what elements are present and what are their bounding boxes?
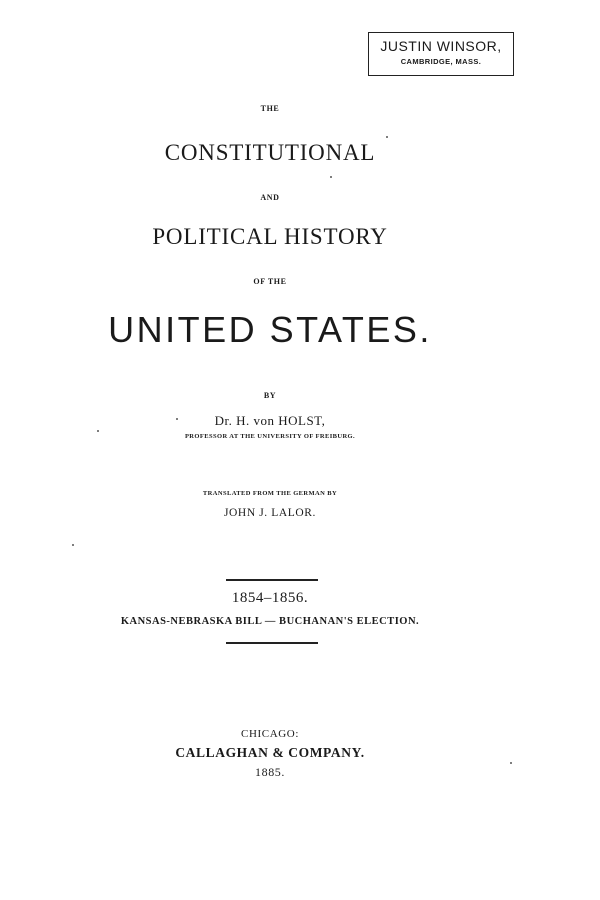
author-position: PROFESSOR AT THE UNIVERSITY OF FREIBURG.: [184, 433, 356, 440]
stamp-owner-place: CAMBRIDGE, MASS.: [400, 57, 482, 66]
scan-speck: [510, 762, 512, 764]
scan-speck: [97, 430, 99, 432]
title-conjunction: AND: [260, 193, 280, 202]
translator-name: JOHN J. LALOR.: [223, 507, 317, 519]
imprint-city: CHICAGO:: [241, 728, 299, 740]
scan-speck: [176, 418, 178, 420]
bookplate-stamp: [368, 32, 514, 76]
title-article: THE: [260, 104, 280, 113]
stamp-owner-name: JUSTIN WINSOR,: [380, 38, 502, 54]
author-name: Dr. H. von HOLST,: [214, 413, 326, 428]
title-line-political-history: POLITICAL HISTORY: [152, 224, 388, 249]
imprint-year: 1885.: [255, 765, 285, 779]
imprint-publisher: CALLAGHAN & COMPANY.: [175, 745, 365, 760]
scan-speck: [330, 176, 332, 178]
by-label: BY: [263, 391, 277, 400]
title-line-united-states: UNITED STATES.: [108, 309, 432, 350]
title-preposition: OF THE: [253, 277, 287, 286]
scan-speck: [72, 544, 74, 546]
title-line-constitutional: CONSTITUTIONAL: [164, 140, 376, 165]
volume-subject: KANSAS-NEBRASKA BILL — BUCHANAN'S ELECTION.: [120, 616, 420, 627]
volume-years: 1854–1856.: [231, 590, 309, 606]
scan-speck: [386, 136, 388, 138]
rule-divider-bottom: [226, 642, 318, 644]
translated-by-label: TRANSLATED FROM THE GERMAN BY: [202, 490, 338, 497]
rule-divider-top: [226, 579, 318, 581]
